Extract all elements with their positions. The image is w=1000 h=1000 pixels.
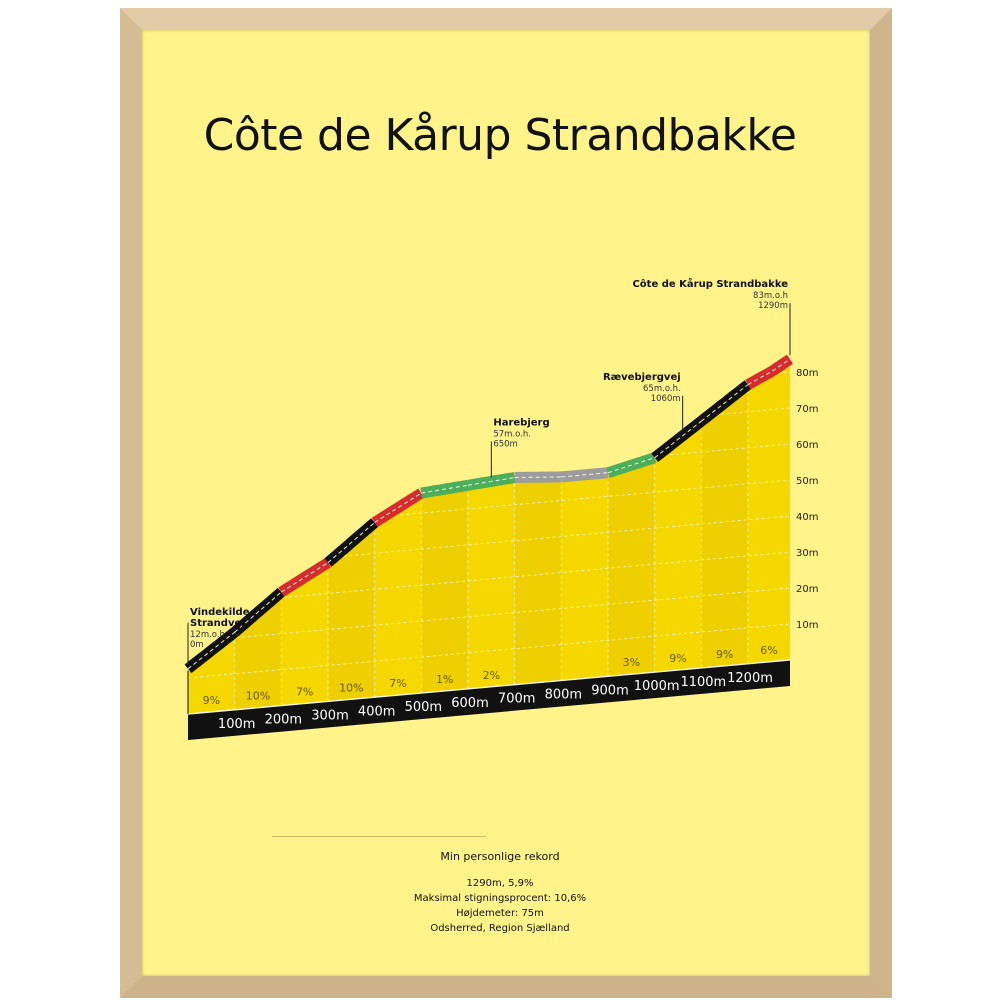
- gradient-label: 6%: [760, 643, 778, 657]
- waypoint-elevation: 83m.o.h: [753, 291, 788, 302]
- waypoint-elevation: 12m.o.h.: [190, 629, 228, 640]
- waypoint-name: Rævebjergvej: [602, 371, 681, 383]
- y-tick-label: 30m: [796, 548, 819, 559]
- record-label: Min personlige rekord: [440, 850, 560, 863]
- profile-stripe: [515, 479, 562, 685]
- x-tick-label: 900m: [591, 683, 629, 699]
- y-tick-label: 40m: [796, 512, 819, 523]
- gradient-label: 7%: [389, 677, 407, 691]
- x-tick-label: 400m: [357, 704, 396, 720]
- gradient-label: 9%: [669, 652, 687, 666]
- x-tick-label: 100m: [217, 716, 256, 732]
- y-tick-label: 70m: [796, 404, 819, 415]
- gradient-label: 2%: [482, 668, 501, 682]
- x-tick-label: 1100m: [680, 674, 727, 690]
- waypoint-name: Strandvej: [190, 617, 245, 629]
- waypoint-name: Vindekilde: [190, 606, 250, 618]
- waypoint-distance: 650m: [493, 439, 518, 450]
- profile-stripe: [608, 460, 655, 677]
- x-tick-label: 1200m: [727, 670, 773, 686]
- x-tick-label: 1000m: [633, 679, 680, 695]
- y-tick-label: 60m: [796, 440, 819, 451]
- stat-location: Odsherred, Region Sjælland: [430, 923, 570, 934]
- waypoint-name: Harebjerg: [493, 417, 550, 429]
- y-tick-label: 20m: [796, 584, 819, 595]
- waypoint-elevation: 57m.o.h.: [493, 429, 531, 440]
- waypoint-distance: 0m: [190, 639, 204, 650]
- x-tick-label: 700m: [497, 691, 536, 707]
- stat-elevation-gain: Højdemeter: 75m: [456, 908, 544, 919]
- y-tick-label: 80m: [796, 368, 819, 379]
- gradient-label: 1%: [435, 672, 454, 686]
- poster-title: Côte de Kårup Strandbakke: [203, 110, 797, 161]
- waypoint-distance: 1290m: [758, 301, 788, 312]
- y-tick-label: 10m: [796, 620, 819, 631]
- gradient-label: 10%: [339, 681, 364, 695]
- footer-divider: [272, 836, 486, 837]
- waypoint-distance: 1060m: [650, 393, 681, 404]
- x-tick-label: 600m: [451, 695, 489, 711]
- waypoint-elevation: 65m.o.h.: [643, 383, 681, 394]
- gradient-label: 7%: [295, 685, 314, 699]
- stat-max-gradient: Maksimal stigningsprocent: 10,6%: [413, 893, 587, 904]
- gradient-label: 10%: [245, 689, 271, 703]
- x-tick-label: 500m: [404, 700, 443, 716]
- gradient-label: 9%: [715, 647, 734, 661]
- gradient-label: 9%: [202, 693, 221, 707]
- stat-distance-gradient: 1290m, 5,9%: [466, 878, 534, 889]
- x-tick-label: 800m: [544, 687, 583, 703]
- profile-stripe: [421, 487, 468, 693]
- gradient-label: 3%: [622, 656, 641, 670]
- waypoint-name: Côte de Kårup Strandbakke: [632, 279, 788, 291]
- x-tick-label: 200m: [264, 712, 303, 728]
- profile-stripe: [701, 387, 748, 668]
- x-tick-label: 300m: [311, 708, 349, 724]
- y-tick-label: 50m: [796, 476, 819, 487]
